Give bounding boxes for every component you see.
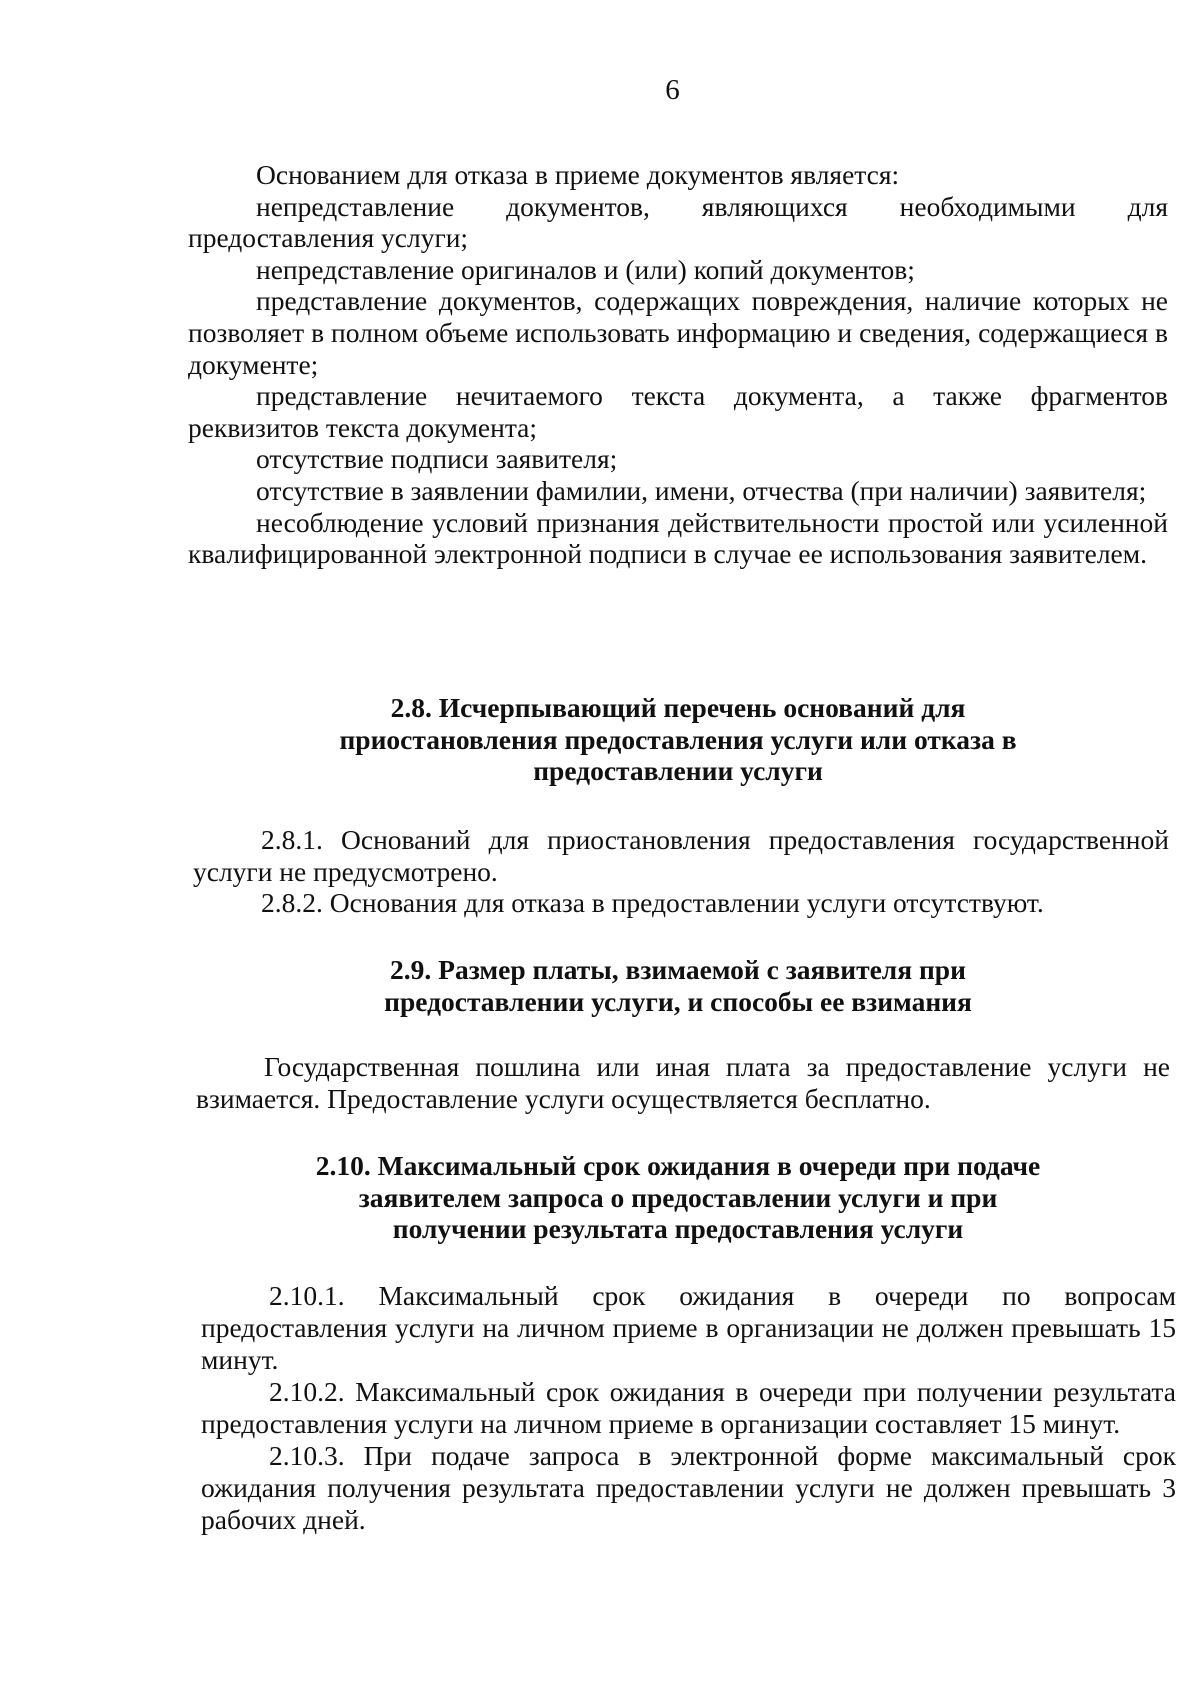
paragraph-2-8-1: 2.8.1. Оснований для приостановления предоставления государственной услуги не предусмотрено. — [193, 824, 1169, 887]
paragraph-2-8-2: 2.8.2. Основания для отказа в предоставлении услуги отсутствуют. — [261, 887, 1044, 919]
heading-line: получении результата предоставления услуги — [392, 1213, 964, 1244]
section-2-8-body — [193, 824, 1169, 919]
refusal-intro: Основанием для отказа в приеме документов является: — [256, 159, 900, 190]
section-2-10-heading — [188, 1150, 1168, 1245]
paragraph-2-10-1: 2.10.1. Максимальный срок ожидания в очереди по вопросам предоставления услуги на личном приеме в организации не должен превышать 15 минут. — [201, 1280, 1176, 1375]
heading-line: предоставлении услуги, и способы ее взимания — [384, 985, 972, 1017]
paragraph-2-9: Государственная пошлина или иная плата за предоставление услуги не взимается. Предоставление услуги осуществляется бесплатно. — [196, 1051, 1170, 1114]
refusal-item: непредставление документов, являющихся необходимыми для предоставления услуги; — [188, 190, 1168, 254]
heading-line: 2.8. Исчерпывающий перечень оснований для — [390, 692, 966, 723]
refusal-item: представление нечитаемого текста документа, а также фрагментов реквизитов текста документа; — [188, 380, 1168, 443]
refusal-item: представление документов, содержащих повреждения, наличие которых не позволяет в полном объеме использовать информацию и сведения, содержащиеся в документе; — [188, 285, 1168, 380]
paragraph-2-10-2: 2.10.2. Максимальный срок ожидания в очереди при получении результата предоставления услуги на личном приеме в организации составляет 15 минут. — [201, 1376, 1176, 1439]
page-number: 6 — [665, 74, 680, 106]
section-2-9-heading — [188, 954, 1168, 1017]
paragraph-2-10-3: 2.10.3. При подаче запроса в электронной форме максимальный срок ожидания получения результата предоставлении услуги не должен превышать 3 рабочих дней. — [201, 1440, 1176, 1535]
heading-line: 2.10. Максимальный срок ожидания в очереди при подаче — [315, 1150, 1041, 1181]
heading-line: заявителем запроса о предоставлении услуги и при — [358, 1181, 998, 1213]
refusal-item: отсутствие в заявлении фамилии, имени, отчества (при наличии) заявителя; — [256, 474, 1147, 506]
section-2-8-heading — [188, 692, 1168, 787]
heading-line: 2.9. Размер платы, взимаемой с заявителя при — [390, 954, 966, 985]
refusal-item: непредставление оригиналов и (или) копий документов; — [256, 253, 915, 285]
section-2-9-body — [196, 1051, 1170, 1114]
heading-line: предоставлении услуги — [533, 755, 823, 786]
section-2-10-body — [201, 1280, 1176, 1536]
heading-line: приостановления предоставления услуги или отказа в — [339, 723, 1017, 755]
refusal-item: отсутствие подписи заявителя; — [256, 443, 618, 475]
refusal-grounds-block — [188, 159, 1168, 570]
refusal-item: несоблюдение условий признания действительности простой или усиленной квалифицированной электронной подписи в случае ее использования заявителем. — [188, 506, 1168, 570]
